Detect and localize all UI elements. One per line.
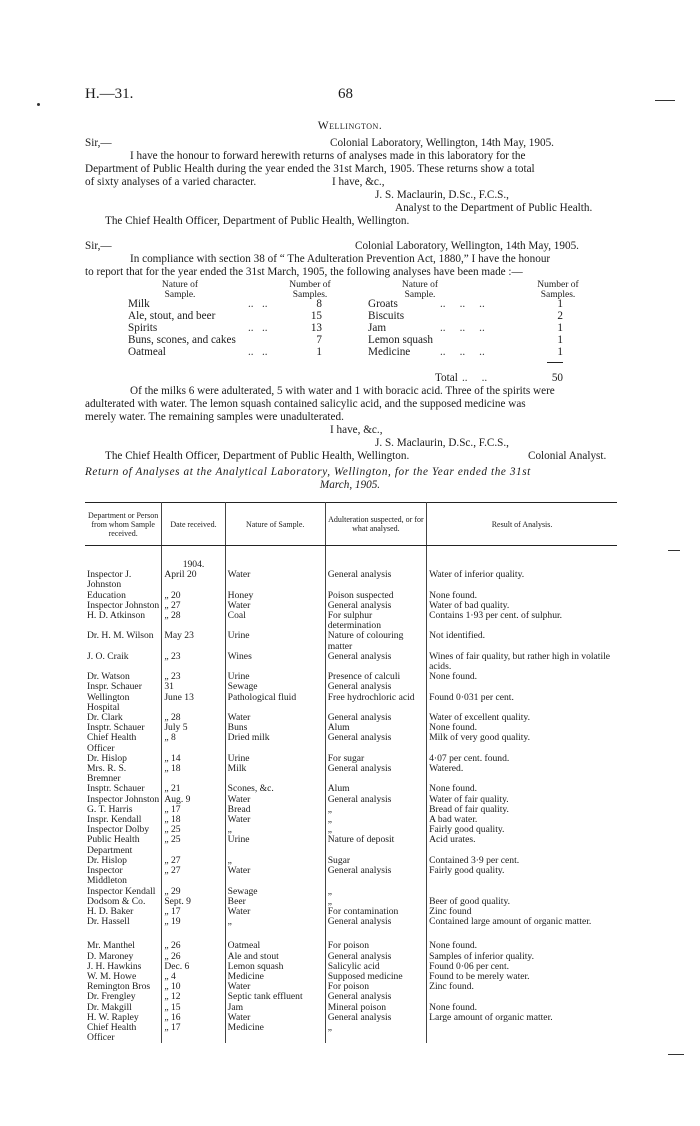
cell-date: „ 17 bbox=[162, 1023, 225, 1043]
cell-adulteration: „ bbox=[325, 1023, 426, 1043]
cell-date: „ 18 bbox=[162, 815, 225, 825]
header-result: Result of Analysis. bbox=[427, 503, 617, 546]
cell-department: H. D. Baker bbox=[85, 907, 162, 917]
cell-nature: Wines bbox=[225, 652, 325, 672]
cell-date: „ 29 bbox=[162, 887, 225, 897]
cell-adulteration: For poison bbox=[325, 941, 426, 951]
letter2-line: In compliance with section 38 of “ The Adulteration Prevention Act, 1880,” I have the honour bbox=[130, 253, 551, 265]
cell-result: Milk of very good quality. bbox=[429, 732, 531, 744]
cell-adulteration: „ bbox=[325, 815, 426, 825]
cell-department: J. H. Hawkins bbox=[85, 962, 162, 972]
cell-department: Chief Health Officer bbox=[85, 1023, 162, 1043]
letter2-addressee: The Chief Health Officer, Department of Public Health, Wellington. bbox=[105, 450, 410, 462]
table-body bbox=[85, 546, 617, 1044]
cell-date: 31 bbox=[162, 682, 225, 692]
sample-count: 13 bbox=[310, 322, 322, 334]
cell-result: Wines of fair quality, but rather high in volatile acids. bbox=[429, 650, 611, 673]
cell-nature: Water bbox=[225, 713, 325, 723]
cell-adulteration: „ bbox=[325, 805, 426, 815]
cell-nature: Dried milk bbox=[225, 733, 325, 753]
cell-department: Dr. H. M. Wilson bbox=[85, 631, 162, 651]
col-header-number-right: Number of Samples. bbox=[537, 280, 579, 300]
cell-nature: Beer bbox=[225, 897, 325, 907]
total-value: 50 bbox=[551, 372, 563, 384]
table-row bbox=[85, 570, 617, 590]
sample-name: Jam bbox=[368, 322, 387, 334]
cell-department: Inspr. Kendall bbox=[85, 815, 162, 825]
cell-department: Inspector Johnston bbox=[85, 795, 162, 805]
cell-date: „ 23 bbox=[162, 652, 225, 672]
cell-nature: Pathological fluid bbox=[225, 693, 325, 713]
cell-department: Mrs. R. S. Bremner bbox=[85, 764, 162, 784]
header-nature: Nature of Sample. bbox=[225, 503, 325, 546]
cell-result: Zinc found. bbox=[429, 981, 474, 993]
cell-department: Inspr. Schauer bbox=[85, 682, 162, 692]
cell-adulteration: For poison bbox=[325, 982, 426, 992]
cell-adulteration: General analysis bbox=[325, 795, 426, 805]
cell-nature: Milk bbox=[225, 764, 325, 784]
cell-date: Sept. 9 bbox=[162, 897, 225, 907]
sample-count: 1 bbox=[557, 322, 563, 334]
cell-adulteration: General analysis bbox=[325, 652, 426, 672]
cell-nature: Water bbox=[225, 601, 325, 611]
letter1-salutation: Sir,— bbox=[85, 137, 112, 149]
cell-department: Dr. Hislop bbox=[85, 856, 162, 866]
cell-date: „ 26 bbox=[162, 941, 225, 951]
cell-adulteration: Free hydrochloric acid bbox=[325, 693, 426, 713]
page-speck bbox=[37, 103, 40, 106]
cell-result: Water of bad quality. bbox=[429, 599, 510, 611]
cell-nature: Buns bbox=[225, 723, 325, 733]
cell-date: „ 15 bbox=[162, 1003, 225, 1013]
cell-date: July 5 bbox=[162, 723, 225, 733]
cell-nature: Urine bbox=[225, 631, 325, 651]
letter1-signature-title: Analyst to the Department of Public Health. bbox=[395, 202, 593, 214]
cell-result: Not identified. bbox=[429, 630, 486, 642]
cell-result: Water of excellent quality. bbox=[429, 712, 531, 724]
table-row bbox=[85, 693, 617, 713]
table-row bbox=[85, 631, 617, 651]
cell-nature: Oatmeal bbox=[225, 941, 325, 951]
cell-department: Wellington Hospital bbox=[85, 693, 162, 713]
cell-department: G. T. Harris bbox=[85, 805, 162, 815]
cell-adulteration: General analysis bbox=[325, 601, 426, 611]
cell-department: Mr. Manthel bbox=[85, 941, 162, 951]
sample-count: 1 bbox=[557, 334, 563, 346]
cell-date: Aug. 9 bbox=[162, 795, 225, 805]
cell-nature: „ bbox=[225, 856, 325, 866]
cell-nature: Bread bbox=[225, 805, 325, 815]
table-row bbox=[85, 733, 617, 753]
cell-result: A bad water. bbox=[429, 814, 478, 826]
cell-nature: Sewage bbox=[225, 887, 325, 897]
cell-adulteration: Presence of calculi bbox=[325, 672, 426, 682]
table-row bbox=[85, 1023, 617, 1043]
cell-adulteration: General analysis bbox=[325, 1013, 426, 1023]
cell-result: Beer of good quality. bbox=[429, 895, 511, 907]
cell-date: „ 25 bbox=[162, 835, 225, 855]
letter2-line: to report that for the year ended the 31st March, 1905, the following analyses have been made :— bbox=[85, 266, 523, 278]
cell-department: Dr. Clark bbox=[85, 713, 162, 723]
cell-department: Inspector Dolby bbox=[85, 825, 162, 835]
cell-department: Chief Health Officer bbox=[85, 733, 162, 753]
letter1-addressee: The Chief Health Officer, Department of Public Health, Wellington. bbox=[105, 215, 410, 227]
cell-department: Remington Bros bbox=[85, 982, 162, 992]
cell-adulteration: Alum bbox=[325, 723, 426, 733]
cell-adulteration: Salicylic acid bbox=[325, 962, 426, 972]
cell-date: „ 19 bbox=[162, 917, 225, 927]
sample-count: 1 bbox=[557, 298, 563, 310]
report-code: H.—31. bbox=[85, 86, 134, 102]
letter1-signature: J. S. Maclaurin, D.Sc., F.C.S., bbox=[375, 189, 509, 201]
cell-department: H. W. Rapley bbox=[85, 1013, 162, 1023]
cell-date: „ 17 bbox=[162, 907, 225, 917]
cell-result: Contained large amount of organic matter. bbox=[429, 916, 592, 928]
cell-department: Dr. Frengley bbox=[85, 992, 162, 1002]
cell-date: „ 4 bbox=[162, 972, 225, 982]
cell-department: Inspector Middleton bbox=[85, 866, 162, 886]
header-department: Department or Person from whom Sample received. bbox=[85, 503, 162, 546]
cell-adulteration: General analysis bbox=[325, 570, 426, 590]
return-title-year: March, 1905. bbox=[319, 479, 381, 491]
cell-date: „ 28 bbox=[162, 713, 225, 723]
sample-count: 8 bbox=[316, 298, 322, 310]
leader-dots: .. .. .. bbox=[440, 322, 485, 334]
cell-date: „ 17 bbox=[162, 805, 225, 815]
cell-nature: Medicine bbox=[225, 1023, 325, 1043]
cell-result: None found. bbox=[429, 589, 478, 601]
cell-date: „ 10 bbox=[162, 982, 225, 992]
cell-department: Insptr. Schauer bbox=[85, 784, 162, 794]
letter1-line: of sixty analyses of a varied character. bbox=[85, 176, 257, 188]
table-row bbox=[85, 835, 617, 855]
cell-result: None found. bbox=[429, 722, 478, 734]
cell-adulteration: „ bbox=[325, 887, 426, 897]
cell-result: Found to be merely water. bbox=[429, 970, 530, 982]
cell-date: „ 23 bbox=[162, 672, 225, 682]
cell-result: Watered. bbox=[429, 763, 464, 775]
cell-result: Fairly good quality. bbox=[429, 824, 505, 836]
cell-adulteration: For contamination bbox=[325, 907, 426, 917]
sample-count: 2 bbox=[557, 310, 563, 322]
cell-adulteration: Poison suspected bbox=[325, 591, 426, 601]
sample-name: Spirits bbox=[128, 322, 158, 334]
cell-nature: Scones, &c. bbox=[225, 784, 325, 794]
cell-adulteration: General analysis bbox=[325, 764, 426, 784]
cell-nature: Water bbox=[225, 815, 325, 825]
total-label: Total bbox=[435, 372, 458, 384]
cell-nature: Water bbox=[225, 1013, 325, 1023]
cell-adulteration: Sugar bbox=[325, 856, 426, 866]
sample-count: 1 bbox=[316, 346, 322, 358]
cell-result: Contains 1·93 per cent. of sulphur. bbox=[429, 610, 563, 622]
cell-nature: Urine bbox=[225, 754, 325, 764]
header-adulteration: Adulteration suspected, or for what analysed. bbox=[325, 503, 426, 546]
cell-department: Inspector Kendall bbox=[85, 887, 162, 897]
sample-name: Groats bbox=[368, 298, 398, 310]
leader-dots: .. .. bbox=[248, 346, 268, 358]
cell-adulteration: Nature of deposit bbox=[325, 835, 426, 855]
table-row bbox=[85, 941, 617, 951]
cell-result: Found 0·06 per cent. bbox=[429, 960, 510, 972]
cell-department: Inspector Johnston bbox=[85, 601, 162, 611]
cell-adulteration: General analysis bbox=[325, 682, 426, 692]
cell-department: Dr. Hassell bbox=[85, 917, 162, 927]
cell-result: None found. bbox=[429, 671, 478, 683]
cell-date: „ 21 bbox=[162, 784, 225, 794]
letter1-line: Department of Public Health during the year ended the 31st March, 1905. These returns show a total bbox=[85, 163, 535, 175]
cell-adulteration: „ bbox=[325, 825, 426, 835]
leader-dots: .. .. .. bbox=[440, 346, 485, 358]
cell-nature: Urine bbox=[225, 672, 325, 682]
cell-adulteration: General analysis bbox=[325, 713, 426, 723]
sample-count: 15 bbox=[310, 310, 322, 322]
cell-nature: Medicine bbox=[225, 972, 325, 982]
cell-result: Acid urates. bbox=[429, 834, 476, 846]
cell-adulteration: Alum bbox=[325, 784, 426, 794]
cell-nature: Ale and stout bbox=[225, 952, 325, 962]
cell-result: None found. bbox=[429, 783, 478, 795]
cell-date: „ 28 bbox=[162, 611, 225, 631]
row-gap bbox=[85, 927, 617, 941]
cell-nature: Water bbox=[225, 866, 325, 886]
col-header-number: Number of Samples. bbox=[289, 280, 331, 300]
cell-date: „ 16 bbox=[162, 1013, 225, 1023]
cell-nature: Coal bbox=[225, 611, 325, 631]
sample-name: Milk bbox=[128, 298, 150, 310]
cell-adulteration: For sugar bbox=[325, 754, 426, 764]
sample-name: Ale, stout, and beer bbox=[128, 310, 216, 322]
page-number: 68 bbox=[338, 86, 353, 102]
cell-result: None found. bbox=[429, 940, 478, 952]
cell-adulteration: General analysis bbox=[325, 952, 426, 962]
cell-department: Public Health Department bbox=[85, 835, 162, 855]
cell-nature: Water bbox=[225, 907, 325, 917]
cell-result: 4·07 per cent. found. bbox=[429, 752, 510, 764]
cell-date: „ 18 bbox=[162, 764, 225, 784]
sample-count: 7 bbox=[316, 334, 322, 346]
cell-nature: Sewage bbox=[225, 682, 325, 692]
cell-date: „ 27 bbox=[162, 866, 225, 886]
sample-name: Lemon squash bbox=[368, 334, 433, 346]
cell-result: Bread of fair quality. bbox=[429, 803, 509, 815]
sample-name: Biscuits bbox=[368, 310, 405, 322]
section-heading: Wellington. bbox=[317, 120, 383, 132]
cell-date: „ 12 bbox=[162, 992, 225, 1002]
cell-nature: Honey bbox=[225, 591, 325, 601]
leader-dots: .. .. bbox=[462, 372, 488, 384]
total-rule bbox=[547, 362, 563, 363]
table-row bbox=[85, 652, 617, 672]
cell-result: None found. bbox=[429, 1001, 478, 1013]
cell-department: Insptr. Schauer bbox=[85, 723, 162, 733]
table-row bbox=[85, 992, 617, 1002]
table-row bbox=[85, 866, 617, 886]
sample-name: Buns, scones, and cakes bbox=[128, 334, 236, 346]
table-header-row bbox=[85, 503, 617, 546]
cell-adulteration: For sulphur determination bbox=[325, 611, 426, 631]
cell-department: Inspector J. Johnston bbox=[85, 570, 162, 590]
cell-date: „ 26 bbox=[162, 952, 225, 962]
margin-mark bbox=[655, 100, 675, 101]
cell-department: Dr. Watson bbox=[85, 672, 162, 682]
margin-mark bbox=[668, 1054, 684, 1055]
returns-table bbox=[85, 502, 617, 1043]
leader-dots: .. .. bbox=[248, 322, 268, 334]
cell-date: „ 14 bbox=[162, 754, 225, 764]
cell-date: „ 20 bbox=[162, 591, 225, 601]
cell-adulteration: General analysis bbox=[325, 917, 426, 927]
cell-result: Large amount of organic matter. bbox=[429, 1011, 553, 1023]
cell-nature: Water bbox=[225, 982, 325, 992]
cell-result: Contained 3·9 per cent. bbox=[429, 854, 520, 866]
sample-name: Medicine bbox=[368, 346, 411, 358]
cell-department: Dr. Makgill bbox=[85, 1003, 162, 1013]
cell-result: Samples of inferior quality. bbox=[429, 950, 534, 962]
cell-adulteration: General analysis bbox=[325, 866, 426, 886]
col-header-nature: Nature of Sample. bbox=[161, 280, 199, 300]
cell-date: June 13 bbox=[162, 693, 225, 713]
cell-date: „ 25 bbox=[162, 825, 225, 835]
cell-result bbox=[427, 1023, 617, 1043]
summary-line: Of the milks 6 were adulterated, 5 with water and 1 with boracic acid. Three of the spirits were bbox=[130, 385, 555, 397]
letter1-line: I have the honour to forward herewith returns of analyses made in this laboratory for the bbox=[130, 150, 526, 162]
cell-result: Zinc found bbox=[429, 905, 472, 917]
letter2-signature-title: Colonial Analyst. bbox=[528, 450, 607, 462]
letter2-salutation: Sir,— bbox=[85, 240, 112, 252]
cell-department: Dodsom & Co. bbox=[85, 897, 162, 907]
cell-result: Found 0·031 per cent. bbox=[429, 691, 514, 703]
table-row bbox=[85, 917, 617, 927]
cell-department: D. Maroney bbox=[85, 952, 162, 962]
cell-date: „ 27 bbox=[162, 601, 225, 611]
cell-department: J. O. Craik bbox=[85, 652, 162, 672]
cell-nature: Water bbox=[225, 570, 325, 590]
cell-department: H. D. Atkinson bbox=[85, 611, 162, 631]
cell-adulteration: General analysis bbox=[325, 733, 426, 753]
cell-adulteration: Nature of colouring matter bbox=[325, 631, 426, 651]
margin-mark bbox=[668, 550, 680, 551]
letter1-closing: I have, &c., bbox=[332, 176, 385, 188]
cell-nature: „ bbox=[225, 825, 325, 835]
table-row bbox=[85, 764, 617, 784]
cell-department: W. M. Howe bbox=[85, 972, 162, 982]
table-row bbox=[85, 611, 617, 631]
letter2-closing: I have, &c., bbox=[330, 424, 383, 436]
cell-date: May 23 bbox=[162, 631, 225, 651]
cell-adulteration: „ bbox=[325, 897, 426, 907]
cell-date: „ 27 bbox=[162, 856, 225, 866]
cell-nature: Septic tank effluent bbox=[225, 992, 325, 1002]
cell-adulteration: Supposed medicine bbox=[325, 972, 426, 982]
letter2-address: Colonial Laboratory, Wellington, 14th May, 1905. bbox=[355, 240, 579, 252]
return-title: Return of Analyses at the Analytical Laboratory, Wellington, for the Year ended the 31st bbox=[85, 466, 531, 478]
cell-department: Dr. Hislop bbox=[85, 754, 162, 764]
cell-date: Dec. 6 bbox=[162, 962, 225, 972]
cell-adulteration: General analysis bbox=[325, 992, 426, 1002]
cell-result: Water of inferior quality. bbox=[429, 569, 525, 581]
letter2-signature: J. S. Maclaurin, D.Sc., F.C.S., bbox=[375, 437, 509, 449]
letter1-address: Colonial Laboratory, Wellington, 14th May, 1905. bbox=[330, 137, 554, 149]
sample-count: 1 bbox=[557, 346, 563, 358]
year-label: 1904. bbox=[162, 560, 225, 570]
cell-nature: Urine bbox=[225, 835, 325, 855]
cell-department: Education bbox=[85, 591, 162, 601]
sample-name: Oatmeal bbox=[128, 346, 166, 358]
cell-result bbox=[427, 992, 617, 1002]
summary-line: adulterated with water. The lemon squash contained salicylic acid, and the supposed medicine was bbox=[85, 398, 526, 410]
summary-line: merely water. The remaining samples were unadulterated. bbox=[85, 411, 344, 423]
cell-date: April 20 bbox=[162, 570, 225, 590]
cell-nature: Lemon squash bbox=[225, 962, 325, 972]
cell-date: „ 8 bbox=[162, 733, 225, 753]
cell-nature: Water bbox=[225, 795, 325, 805]
cell-nature: Jam bbox=[225, 1003, 325, 1013]
leader-dots: .. .. bbox=[248, 298, 268, 310]
header-date: Date received. bbox=[162, 503, 225, 546]
cell-result: Water of fair quality. bbox=[429, 793, 509, 805]
leader-dots: .. .. .. bbox=[440, 298, 485, 310]
cell-nature: „ bbox=[225, 917, 325, 927]
col-header-nature-right: Nature of Sample. bbox=[401, 280, 439, 300]
cell-adulteration: Mineral poison bbox=[325, 1003, 426, 1013]
cell-result: Fairly good quality. bbox=[429, 865, 505, 877]
